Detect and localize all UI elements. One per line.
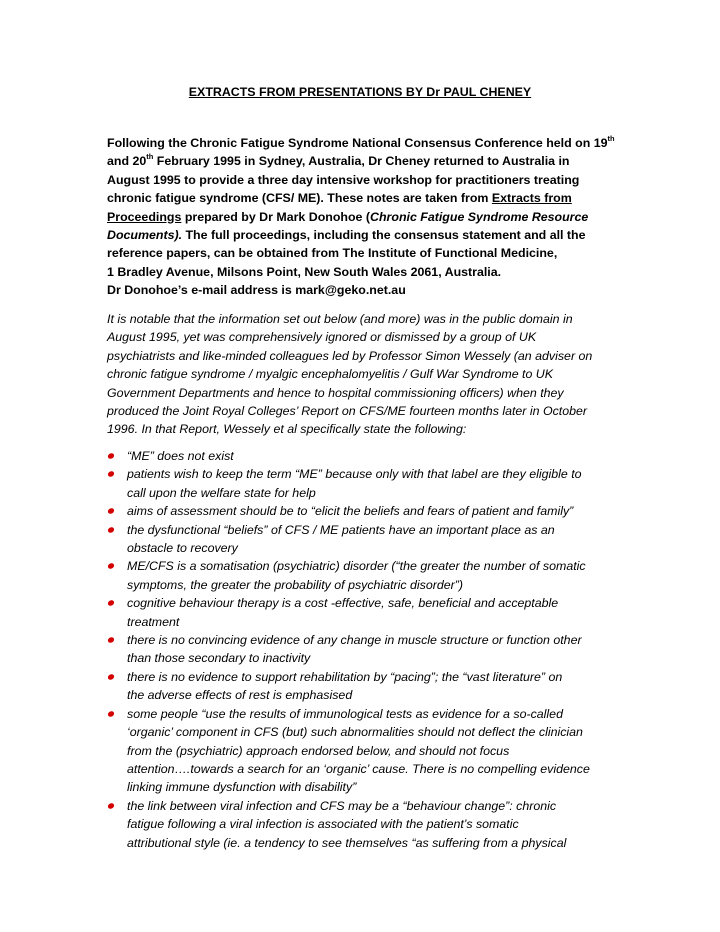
red-bullet-icon xyxy=(107,673,115,681)
commentary-line: chronic fatigue syndrome / myalgic encephalomyelitis / Gulf War Syndrome to UK xyxy=(107,367,554,382)
intro-line xyxy=(107,152,627,170)
red-bullet-icon xyxy=(107,802,115,810)
intro-text: Following the Chronic Fatigue Syndrome National Consensus Conference held on 19 xyxy=(107,136,608,150)
red-bullet-icon xyxy=(107,562,115,570)
bullet-text: fatigue following a viral infection is associated with the patient’s somatic xyxy=(127,817,519,832)
bullet-item xyxy=(107,631,627,668)
red-bullet-icon xyxy=(107,452,115,460)
bullet-item xyxy=(107,447,627,465)
extracts-title-underlined: Proceedings xyxy=(107,209,182,224)
commentary-line: It is notable that the information set out below (and more) was in the public domain in xyxy=(107,312,573,326)
commentary-line: Government Departments and hence to hospital commissioning officers) when they xyxy=(107,385,564,400)
bullet-text: attributional style (ie. a tendency to see themselves “as suffering from a physical xyxy=(127,835,567,850)
intro-text: The full proceedings, including the consensus statement and all the xyxy=(182,228,586,243)
intro-line: reference papers, can be obtained from The Institute of Functional Medicine, xyxy=(107,246,558,261)
red-bullet-icon xyxy=(107,507,115,515)
bullet-text: there is no convincing evidence of any change in muscle structure or function other xyxy=(127,633,582,648)
bullet-item xyxy=(107,594,627,631)
intro-line xyxy=(107,189,627,207)
bullet-text: attention….towards a search for an ‘organic’ cause. There is no compelling evidence xyxy=(127,761,590,776)
bullet-text: cognitive behaviour therapy is a cost -effective, safe, beneficial and acceptable xyxy=(127,596,559,611)
intro-text: February 1995 in Sydney, Australia, Dr Cheney returned to Australia in xyxy=(153,154,570,169)
bullet-item xyxy=(107,705,627,797)
red-bullet-icon xyxy=(107,470,115,478)
bullet-text: “ME” does not exist xyxy=(127,449,234,463)
ordinal-suffix: th xyxy=(607,134,615,143)
bullet-text: from the (psychiatric) approach endorsed below, and should not focus xyxy=(127,743,510,758)
intro-line xyxy=(107,208,627,226)
intro-text: chronic fatigue syndrome (CFS/ ME). These notes are taken from xyxy=(107,191,492,206)
bullet-item xyxy=(107,465,627,502)
bullet-item xyxy=(107,668,627,705)
red-bullet-icon xyxy=(107,636,115,644)
bullet-item xyxy=(107,521,627,558)
red-bullet-icon xyxy=(107,710,115,718)
bullet-text: ME/CFS is a somatisation (psychiatric) disorder (“the greater the number of somatic xyxy=(127,559,586,574)
red-bullet-icon xyxy=(107,526,115,534)
email-line: Dr Donohoe’s e-mail address is mark@geko.net.au xyxy=(107,283,406,298)
bullet-text: symptoms, the greater the probability of psychiatric disorder”) xyxy=(127,577,464,592)
red-bullet-icon xyxy=(107,599,115,607)
intro-line xyxy=(107,226,627,244)
commentary-line: psychiatrists and like-minded colleagues led by Professor Simon Wessely (an adviser on xyxy=(107,348,593,363)
bullet-item xyxy=(107,797,627,852)
bullet-text: than those secondary to inactivity xyxy=(127,651,311,666)
bullet-text: treatment xyxy=(127,614,180,629)
bullet-text: ‘organic’ component in CFS (but) such abnormalities should not deflect the clinician xyxy=(127,725,583,740)
bullet-item xyxy=(107,557,627,594)
claims-bullet-list xyxy=(107,447,627,852)
extracts-title-underlined: Extracts from xyxy=(491,191,572,206)
bullet-text: the dysfunctional “beliefs” of CFS / ME patients have an important place as an xyxy=(127,522,555,537)
bullet-item xyxy=(107,502,627,520)
bullet-text: linking immune dysfunction with disability” xyxy=(127,780,357,795)
resource-title-italic: Chronic Fatigue Syndrome Resource xyxy=(370,209,589,224)
bullet-text: there is no evidence to support rehabilitation by “pacing”; the “vast literature” on xyxy=(127,669,563,684)
bullet-text: aims of assessment should be to “elicit the beliefs and fears of patient and family” xyxy=(127,504,574,519)
bullet-text: the link between viral infection and CFS may be a “behaviour change”: chronic xyxy=(127,798,557,813)
bullet-text: call upon the welfare state for help xyxy=(127,485,316,500)
document-title: EXTRACTS FROM PRESENTATIONS BY Dr PAUL CHENEY xyxy=(188,85,532,99)
intro-text: prepared by Dr Mark Donohoe ( xyxy=(181,209,371,224)
bullet-text: some people “use the results of immunological tests as evidence for a so-called xyxy=(127,706,563,721)
bullet-text: patients wish to keep the term “ME” because only with that label are they eligible to xyxy=(127,467,582,482)
bullet-text: obstacle to recovery xyxy=(127,541,238,556)
intro-line: August 1995 to provide a three day intensive workshop for practitioners treating xyxy=(107,172,580,187)
commentary-line: August 1995, yet was comprehensively ignored or dismissed by a group of UK xyxy=(107,330,537,345)
commentary-paragraph xyxy=(107,310,627,439)
address-line: 1 Bradley Avenue, Milsons Point, New South Wales 2061, Australia. xyxy=(107,264,502,279)
commentary-line: produced the Joint Royal Colleges’ Report on CFS/ME fourteen months later in October xyxy=(107,404,588,419)
bullet-text: the adverse effects of rest is emphasised xyxy=(127,688,353,703)
intro-line xyxy=(107,134,627,152)
commentary-line: 1996. In that Report, Wessely et al specifically state the following: xyxy=(107,422,467,437)
intro-text: and 20 xyxy=(107,154,147,169)
resource-title-italic: Documents). xyxy=(107,228,183,243)
intro-paragraph xyxy=(107,134,627,300)
ordinal-suffix: th xyxy=(146,152,154,162)
